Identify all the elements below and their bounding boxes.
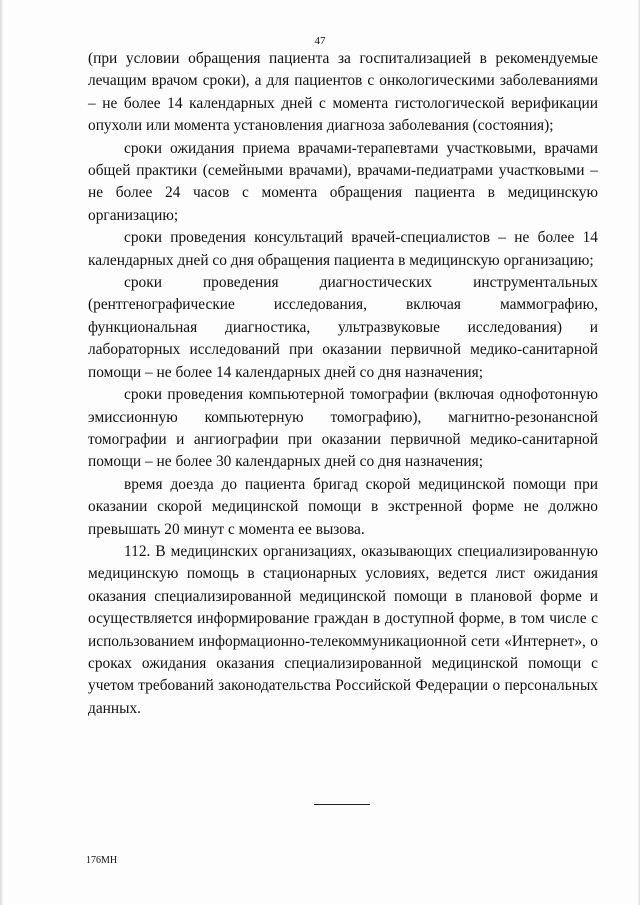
- paragraph-tomography: сроки проведения компьютерной томографии (включая однофотонную эмиссионную компьютерную томографию), магнитно-резонансной томографии и ангиографии при оказании первичной медико-санитарной помощи – не более 30 календарных дней со дня назначения;: [88, 386, 598, 471]
- paragraph-ambulance: время доезда до пациента бригад скорой медицинской помощи при оказании скорой медицинской помощи в экстренной форме не должно превышать 20 минут с момента ее вызова.: [88, 475, 598, 538]
- paragraph-diagnostics: сроки проведения диагностических инструментальных (рентгенографические исследования, включая маммографию, функциональная диагностика, ультразвуковые исследования) и лабораторных исследований при оказании первичной медико-санитарной помощи – не более 14 календарных дней со дня назначения;: [88, 274, 598, 381]
- paragraph-continuation: (при условии обращения пациента за госпитализацией в рекомендуемые лечащим врачом сроки), а для пациентов с онкологическими заболеваниями – не более 14 календарных дней с момента гистологической верификации опухоли или момента установления диагноза заболевания (состояния);: [88, 50, 598, 135]
- scan-edge-left: [0, 0, 3, 905]
- paragraph-specialist-consult: сроки проведения консультаций врачей-специалистов – не более 14 календарных дней со дня обращения пациента в медицинскую организацию;: [88, 229, 598, 269]
- footer-code: 176МН: [86, 855, 118, 866]
- document-body: [88, 48, 598, 720]
- paragraph-112: 112. В медицинских организациях, оказывающих специализированную медицинскую помощь в стационарных условиях, ведется лист ожидания оказания специализированной медицинской помощи в плановой форме и осуществляется информирование граждан в доступной форме, в том числе с использованием информационно-телекоммуникационной сети «Интернет», о сроках ожидания оказания специализированной медицинской помощи с учетом требований законодательства Российской Федерации о персональных данных.: [88, 542, 598, 717]
- paragraph-therapist-wait: сроки ожидания приема врачами-терапевтами участковыми, врачами общей практики (семейными врачами), врачами-педиатрами участковыми – не более 24 часов с момента обращения пациента в медицинскую организацию;: [88, 139, 598, 224]
- page-number: 47: [314, 35, 326, 47]
- end-separator-line: [314, 804, 370, 805]
